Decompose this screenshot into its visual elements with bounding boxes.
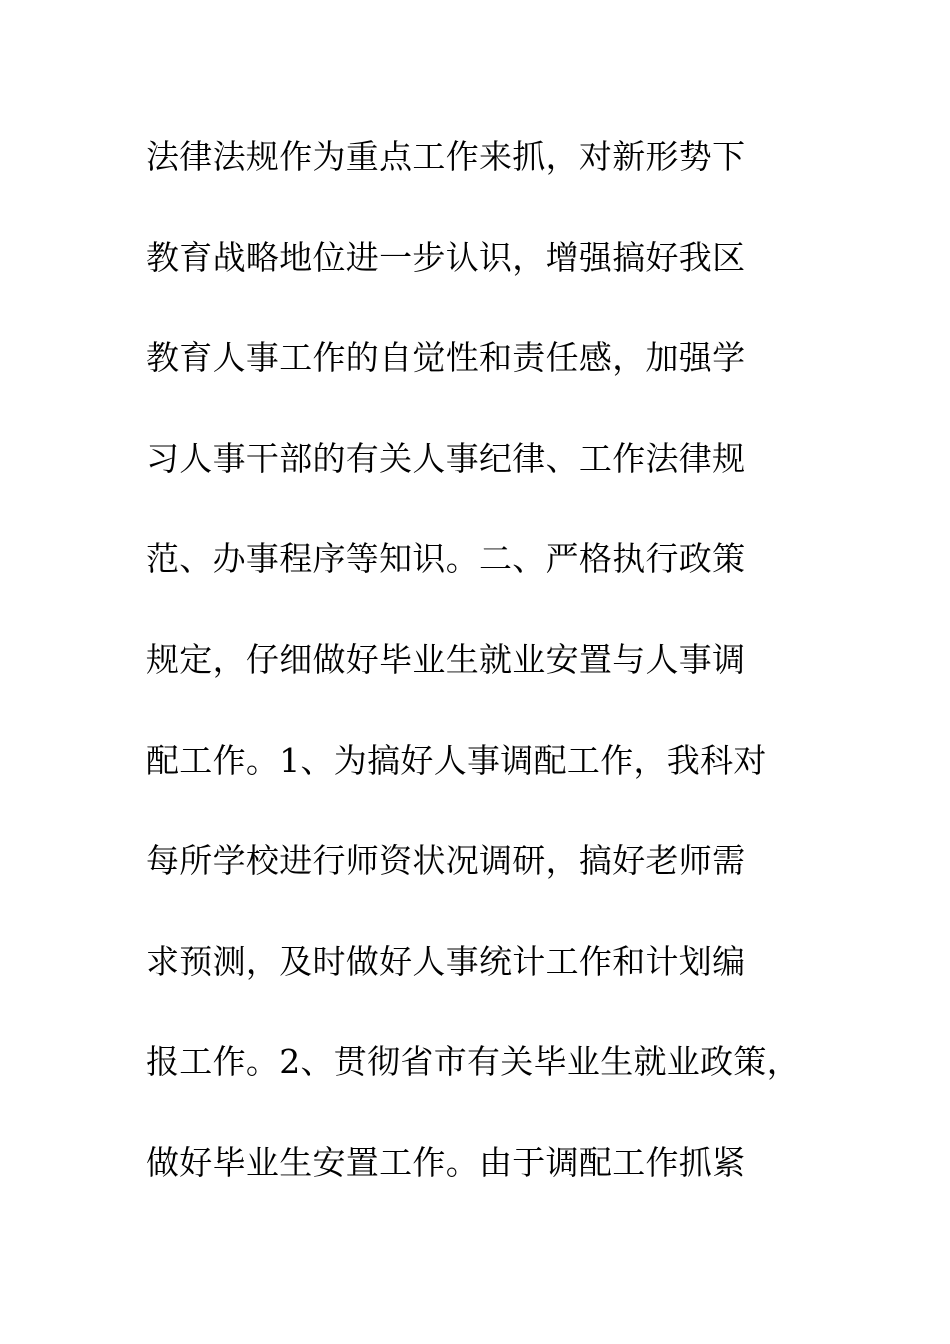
text-line: 教育人事工作的自觉性和责任感，加强学 — [146, 338, 746, 378]
text-line: 每所学校进行师资状况调研，搞好老师需 — [146, 841, 746, 881]
text-line: 配工作。1、为搞好人事调配工作，我科对 — [146, 740, 767, 780]
text-line: 习人事干部的有关人事纪律、工作法律规 — [146, 438, 746, 478]
text-line: 范、办事程序等知识。二、严格执行政策 — [146, 539, 746, 579]
text-line: 法律法规作为重点工作来抓，对新形势下 — [146, 137, 746, 176]
text-line: 教育战略地位进一步认识，增强搞好我区 — [146, 237, 746, 277]
text-line: 规定，仔细做好毕业生就业安置与人事调 — [146, 639, 746, 679]
text-line: 做好毕业生安置工作。由于调配工作抓紧 — [146, 1142, 746, 1182]
text-line: 报工作。2、贯彻省市有关毕业生就业政策， — [146, 1042, 800, 1082]
text-line: 求预测，及时做好人事统计工作和计划编 — [146, 941, 746, 981]
body-text — [146, 128, 846, 1235]
